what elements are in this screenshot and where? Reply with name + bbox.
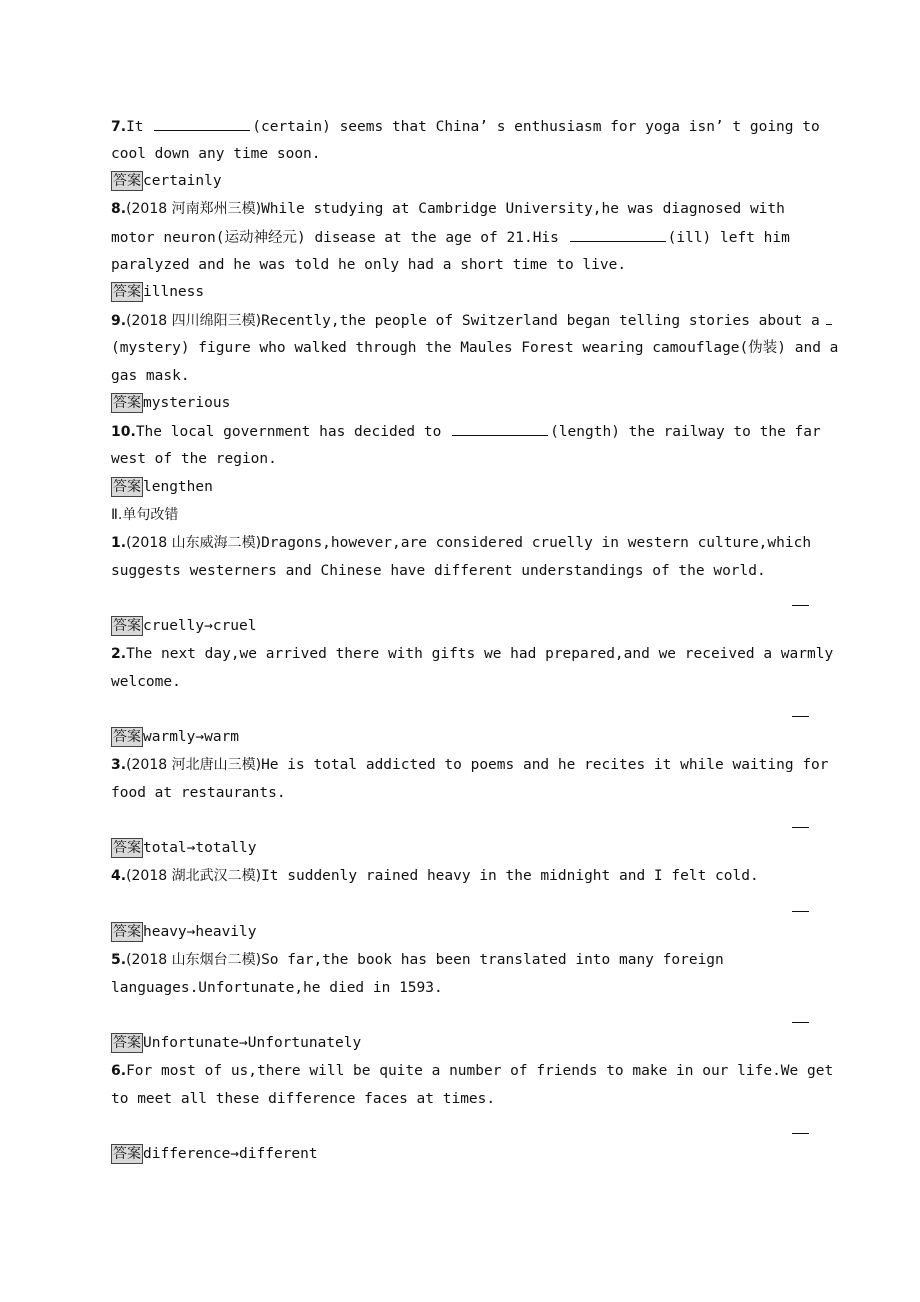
e4-answer-row	[111, 922, 257, 942]
answer-tag: 答案	[113, 173, 141, 189]
q8-number: 8.	[111, 201, 127, 217]
section2-title: Ⅱ.单句改错	[111, 507, 179, 523]
q8-answer: illness	[143, 284, 205, 300]
e6-line2: to meet all these difference faces at times.	[111, 1091, 496, 1107]
q9-answer-row	[111, 393, 230, 413]
q7-blank[interactable]	[154, 116, 250, 131]
e4-source: (2018 湖北武汉二模)	[126, 868, 262, 884]
e6-answer: difference→different	[143, 1146, 318, 1162]
e6-answer-row	[111, 1144, 318, 1164]
answer-tag: 答案	[113, 618, 141, 634]
e1-answer-line[interactable]	[792, 605, 809, 606]
e6-line1	[111, 1061, 833, 1081]
e6-text: For most of us,there will be quite a number of friends to make in our life.We get	[126, 1063, 834, 1079]
e3-source: (2018 河北唐山三模)	[126, 757, 262, 773]
q7-line2: cool down any time soon.	[111, 146, 321, 162]
q10-answer-row	[111, 477, 213, 497]
e1-number: 1.	[111, 535, 127, 551]
e4-number: 4.	[111, 868, 127, 884]
q9-number: 9.	[111, 313, 127, 329]
e2-answer-line[interactable]	[792, 716, 809, 717]
e1-source: (2018 山东威海二模)	[126, 535, 262, 551]
e5-answer-line[interactable]	[792, 1022, 809, 1023]
q9-blank[interactable]	[826, 310, 832, 325]
q8-line1	[111, 199, 785, 219]
q8-text: While studying at Cambridge University,he was diagnosed with	[261, 201, 785, 217]
e4-answer: heavy→heavily	[143, 924, 257, 940]
q9-line3: gas mask.	[111, 368, 190, 384]
q10-line1	[111, 421, 821, 442]
e5-source: (2018 山东烟台二模)	[126, 952, 262, 968]
q8-source: (2018 河南郑州三模)	[126, 201, 262, 217]
answer-tag: 答案	[113, 479, 141, 495]
answer-tag: 答案	[113, 729, 141, 745]
e1-answer-row	[111, 616, 257, 636]
answer-tag: 答案	[113, 924, 141, 940]
q7-answer: certainly	[143, 173, 222, 189]
q10-blank[interactable]	[452, 421, 548, 436]
q8-blank[interactable]	[570, 227, 666, 242]
e5-answer-row	[111, 1033, 361, 1053]
q10-number: 10.	[111, 424, 136, 440]
e5-number: 5.	[111, 952, 127, 968]
e3-text: He is total addicted to poems and he recites it while waiting for	[261, 757, 829, 773]
e3-line2: food at restaurants.	[111, 785, 286, 801]
q10-line2: west of the region.	[111, 451, 277, 467]
e1-line1	[111, 533, 811, 553]
e2-answer-row	[111, 727, 239, 747]
q7-answer-row	[111, 171, 222, 191]
e4-answer-line[interactable]	[792, 911, 809, 912]
q9-answer: mysterious	[143, 395, 231, 411]
e6-answer-line[interactable]	[792, 1133, 809, 1134]
answer-tag: 答案	[113, 1146, 141, 1162]
answer-tag: 答案	[113, 395, 141, 411]
q10-post: (length) the railway to the far	[550, 424, 821, 440]
e2-line1	[111, 644, 833, 664]
e3-answer: total→totally	[143, 840, 257, 856]
answer-tag: 答案	[113, 840, 141, 856]
q9-line1	[111, 310, 834, 331]
e1-text: Dragons,however,are considered cruelly in western culture,which	[261, 535, 812, 551]
q8-line2-pre: motor neuron(运动神经元) disease at the age of 21.His	[111, 230, 559, 246]
q8-line2	[111, 227, 790, 248]
e3-line1	[111, 755, 829, 775]
q7-number: 7.	[111, 119, 127, 135]
q7-pre: It	[126, 119, 144, 135]
e5-answer: Unfortunate→Unfortunately	[143, 1035, 362, 1051]
e1-line2: suggests westerners and Chinese have different understandings of the world.	[111, 563, 766, 579]
q9-text: Recently,the people of Switzerland began telling stories about a	[261, 313, 820, 329]
e3-answer-line[interactable]	[792, 827, 809, 828]
answer-tag: 答案	[113, 1035, 141, 1051]
q7-hint: (certain) seems that China’ s enthusiasm for yoga isn’ t going to	[252, 119, 820, 135]
e5-line1	[111, 950, 724, 970]
e2-answer: warmly→warm	[143, 729, 240, 745]
e2-line2: welcome.	[111, 674, 181, 690]
e5-line2: languages.Unfortunate,he died in 1593.	[111, 980, 443, 996]
q10-answer: lengthen	[143, 479, 213, 495]
q8-answer-row	[111, 282, 204, 302]
e1-answer: cruelly→cruel	[143, 618, 257, 634]
q9-line2: (mystery) figure who walked through the Maules Forest wearing camouflage(伪装) and a	[111, 340, 839, 356]
q10-pre: The local government has decided to	[135, 424, 442, 440]
e2-number: 2.	[111, 646, 127, 662]
q9-source: (2018 四川绵阳三模)	[126, 313, 262, 329]
e5-text: So far,the book has been translated into many foreign	[261, 952, 724, 968]
e4-text: It suddenly rained heavy in the midnight and I felt cold.	[261, 868, 759, 884]
e3-answer-row	[111, 838, 257, 858]
q7-line1	[111, 116, 820, 137]
e2-text: The next day,we arrived there with gifts we had prepared,and we received a warmly	[126, 646, 834, 662]
e6-number: 6.	[111, 1063, 127, 1079]
q8-line3: paralyzed and he was told he only had a short time to live.	[111, 257, 627, 273]
answer-tag: 答案	[113, 284, 141, 300]
e4-line1	[111, 866, 759, 886]
q8-line2-post: (ill) left him	[667, 230, 790, 246]
e3-number: 3.	[111, 757, 127, 773]
